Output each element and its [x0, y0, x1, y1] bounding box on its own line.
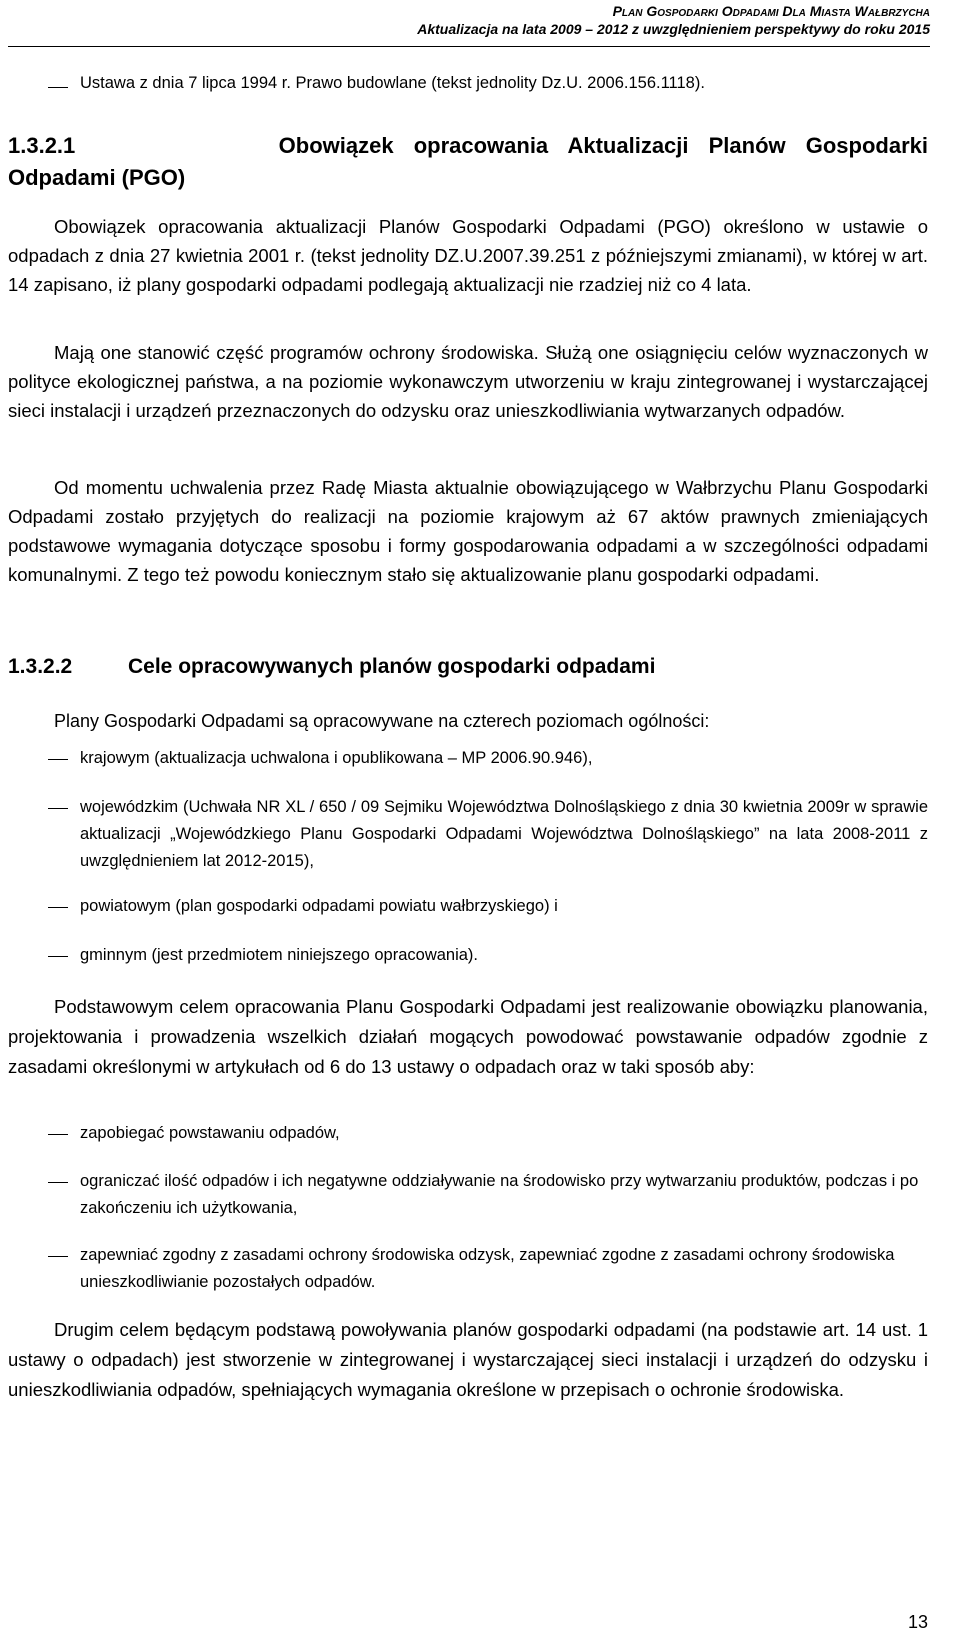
list-item-law: Ustawa z dnia 7 lipca 1994 r. Prawo budowlane (tekst jednolity Dz.U. 2006.156.1118). [80, 74, 705, 92]
paragraph-legal-changes: Od momentu uchwalenia przez Radę Miasta aktualnie obowiązującego w Wałbrzychu Planu Gospodarki Odpadami zostało przyjętych do realizacji na poziomie krajowym aż 67 aktów prawnych zmieniających podstawowe wymagania dotyczące sposobu i formy gospodarowania odpadami a w szczególności odpadami komunalnymi. Z tego też powodu koniecznym stało się aktualizowanie planu gospodarki odpadami. [8, 477, 928, 585]
header-line-2: Aktualizacja na lata 2009 – 2012 z uwzględnieniem perspektywy do roku 2015 [417, 21, 930, 37]
section-heading-1-3-2-2 [8, 651, 928, 683]
list-item-level: wojewódzkim (Uchwała NR XL / 650 / 09 Sejmiku Województwa Dolnośląskiego z dnia 30 kwietnia 2009r w sprawie aktualizacji „Wojewódzkiego Planu Gospodarki Odpadami Województwa Dolnośląskiego” na lata 2008-2011 z uwzględnieniem lat 2012-2015), [80, 798, 928, 870]
list-item-level: krajowym (aktualizacja uchwalona i opublikowana – MP 2006.90.946), [80, 749, 593, 767]
list-item-level: powiatowym (plan gospodarki odpadami powiatu wałbrzyskiego) i [80, 897, 558, 915]
list-item-level: gminnym (jest przedmiotem niniejszego opracowania). [80, 946, 479, 964]
page-number: 13 [907, 1612, 928, 1632]
bullet-dash [48, 759, 68, 760]
paragraph-obligation: Obowiązek opracowania aktualizacji Planów Gospodarki Odpadami (PGO) określono w ustawie o odpadach z dnia 27 kwietnia 2001 r. (tekst jednolity DZ.U.2007.39.251 z późniejszymi zmianami), w której w art. 14 zapisano, iż plany gospodarki odpadami podlegają aktualizacji nie rzadziej niż co 4 lata. [8, 216, 928, 295]
section-number: 1.3.2.2 [8, 655, 73, 678]
paragraph-secondary-goal: Drugim celem będącym podstawą powoływania planów gospodarki odpadami (na podstawie art. 14 ust. 1 ustawy o odpadach) jest stworzenie w zintegrowanej i wystarczającej sieci instalacji i urządzeń do odzysku i unieszkodliwiania odpadów, spełniających wymagania określone w przepisach o ochronie środowiska. [8, 1319, 928, 1400]
bullet-dash [48, 1182, 68, 1183]
paragraph-primary-goal: Podstawowym celem opracowania Planu Gospodarki Odpadami jest realizowanie obowiązku planowania, projektowania i prowadzenia wszelkich działań mogących powodować powstawanie odpadów zgodnie z zasadami określonymi w artykułach od 6 do 13 ustawy o odpadach oraz w taki sposób aby: [8, 996, 928, 1077]
bullet-dash [48, 956, 68, 957]
section-heading-1-3-2-1 [8, 130, 928, 194]
section-title: Cele opracowywanych planów gospodarki odpadami [128, 655, 656, 678]
paragraph-environment-programs: Mają one stanowić część programów ochrony środowiska. Służą one osiągnięciu celów wyznaczonych w polityce ekologicznej państwa, a na poziomie wykonawczym utworzeniu w kraju zintegrowanej i wystarczającej sieci instalacji i urządzeń przeznaczonych do odzysku oraz unieszkodliwiania wytwarzanych odpadów. [8, 342, 928, 421]
bullet-dash [48, 907, 68, 908]
header-divider [8, 46, 930, 47]
list-item-goal: zapobiegać powstawaniu odpadów, [80, 1124, 340, 1142]
section-title-line-1: Obowiązek opracowania Aktualizacji Planów Gospodarki [278, 133, 928, 158]
section-title-line-2: Odpadami (PGO) [8, 165, 186, 190]
list-item-goal: ograniczać ilość odpadów i ich negatywne oddziaływanie na środowisko przy wytwarzaniu produktów, podczas i po zakończeniu ich użytkowania, [80, 1172, 919, 1217]
section-number: 1.3.2.1 [8, 133, 76, 158]
paragraph-levels-intro: Plany Gospodarki Odpadami są opracowywane na czterech poziomach ogólności: [54, 711, 710, 731]
list-item-goal: zapewniać zgodny z zasadami ochrony środowiska odzysk, zapewniać zgodne z zasadami ochrony środowiska unieszkodliwianie pozostałych odpadów. [80, 1246, 895, 1291]
header-line-1: Plan Gospodarki Odpadami Dla Miasta Wałbrzycha [612, 3, 930, 19]
bullet-dash [48, 808, 68, 809]
running-header [417, 2, 930, 38]
bullet-dash [48, 1256, 68, 1257]
bullet-dash [48, 1134, 68, 1135]
bullet-dash [48, 87, 68, 88]
